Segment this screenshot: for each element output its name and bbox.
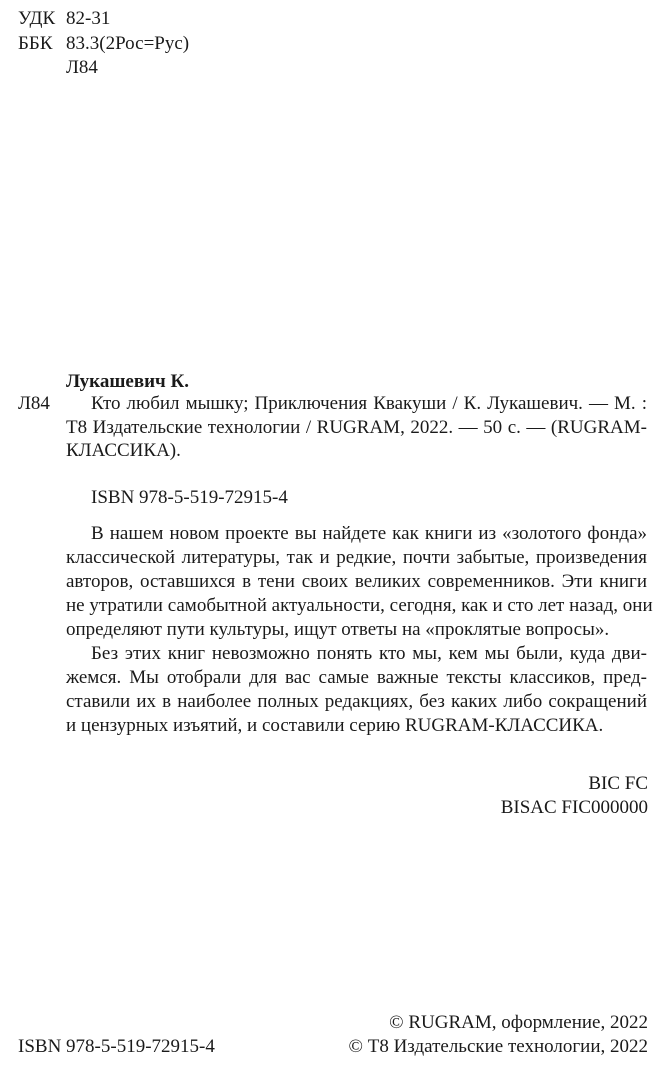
copyright-design: © RUGRAM, оформление, 2022 (389, 1012, 648, 1033)
annotation-p2-line-3: ставили их в наиболее полных редакциях, без каких либо сокращений (66, 691, 647, 712)
bbk-value: 83.3(2Рос=Рус) (66, 33, 190, 54)
entry-description-line-1: Кто любил мышку; Приключения Квакуши / К. Лукашевич. — М. : (91, 393, 647, 414)
bisac-code: BISAC FIC000000 (500, 797, 648, 818)
udk-value: 82-31 (66, 8, 111, 29)
copyright-publisher: © Т8 Издательские технологии, 2022 (348, 1036, 648, 1057)
annotation-p1-line-2: классической литературы, так и редкие, почти забытые, произведения (66, 547, 647, 568)
annotation-p2-line-2: жемся. Мы отобрали для вас самые важные тексты классиков, пред- (66, 667, 647, 688)
footer-isbn: ISBN 978-5-519-72915-4 (18, 1036, 215, 1057)
udk-label: УДК (18, 8, 56, 29)
bic-code: BIC FC (588, 773, 648, 794)
author-mark-top: Л84 (66, 57, 98, 78)
entry-description-line-2: Т8 Издательские технологии / RUGRAM, 2022. — 50 с. — (RUGRAM- (66, 417, 647, 438)
entry-description-line-3: КЛАССИКА). (66, 440, 181, 461)
annotation-p2-line-4: и цензурных изъятий, и составили серию RUGRAM-КЛАССИКА. (66, 715, 604, 736)
entry-isbn: ISBN 978-5-519-72915-4 (91, 487, 288, 508)
annotation-p1-line-4: не утратили самобытной актуальности, сегодня, как и сто лет назад, они (66, 595, 653, 616)
entry-author-mark: Л84 (18, 393, 50, 414)
annotation-p1-line-3: авторов, оставшихся в тени своих великих современников. Эти книги (66, 571, 647, 592)
entry-heading: Лукашевич К. (66, 371, 190, 392)
annotation-p1-line-1: В нашем новом проекте вы найдете как книги из «золотого фонда» (91, 523, 647, 544)
bbk-label: ББК (18, 33, 53, 54)
annotation-p2-line-1: Без этих книг невозможно понять кто мы, кем мы были, куда дви- (91, 643, 647, 664)
annotation-p1-line-5: определяют пути культуры, ищут ответы на «проклятые вопросы». (66, 619, 610, 640)
